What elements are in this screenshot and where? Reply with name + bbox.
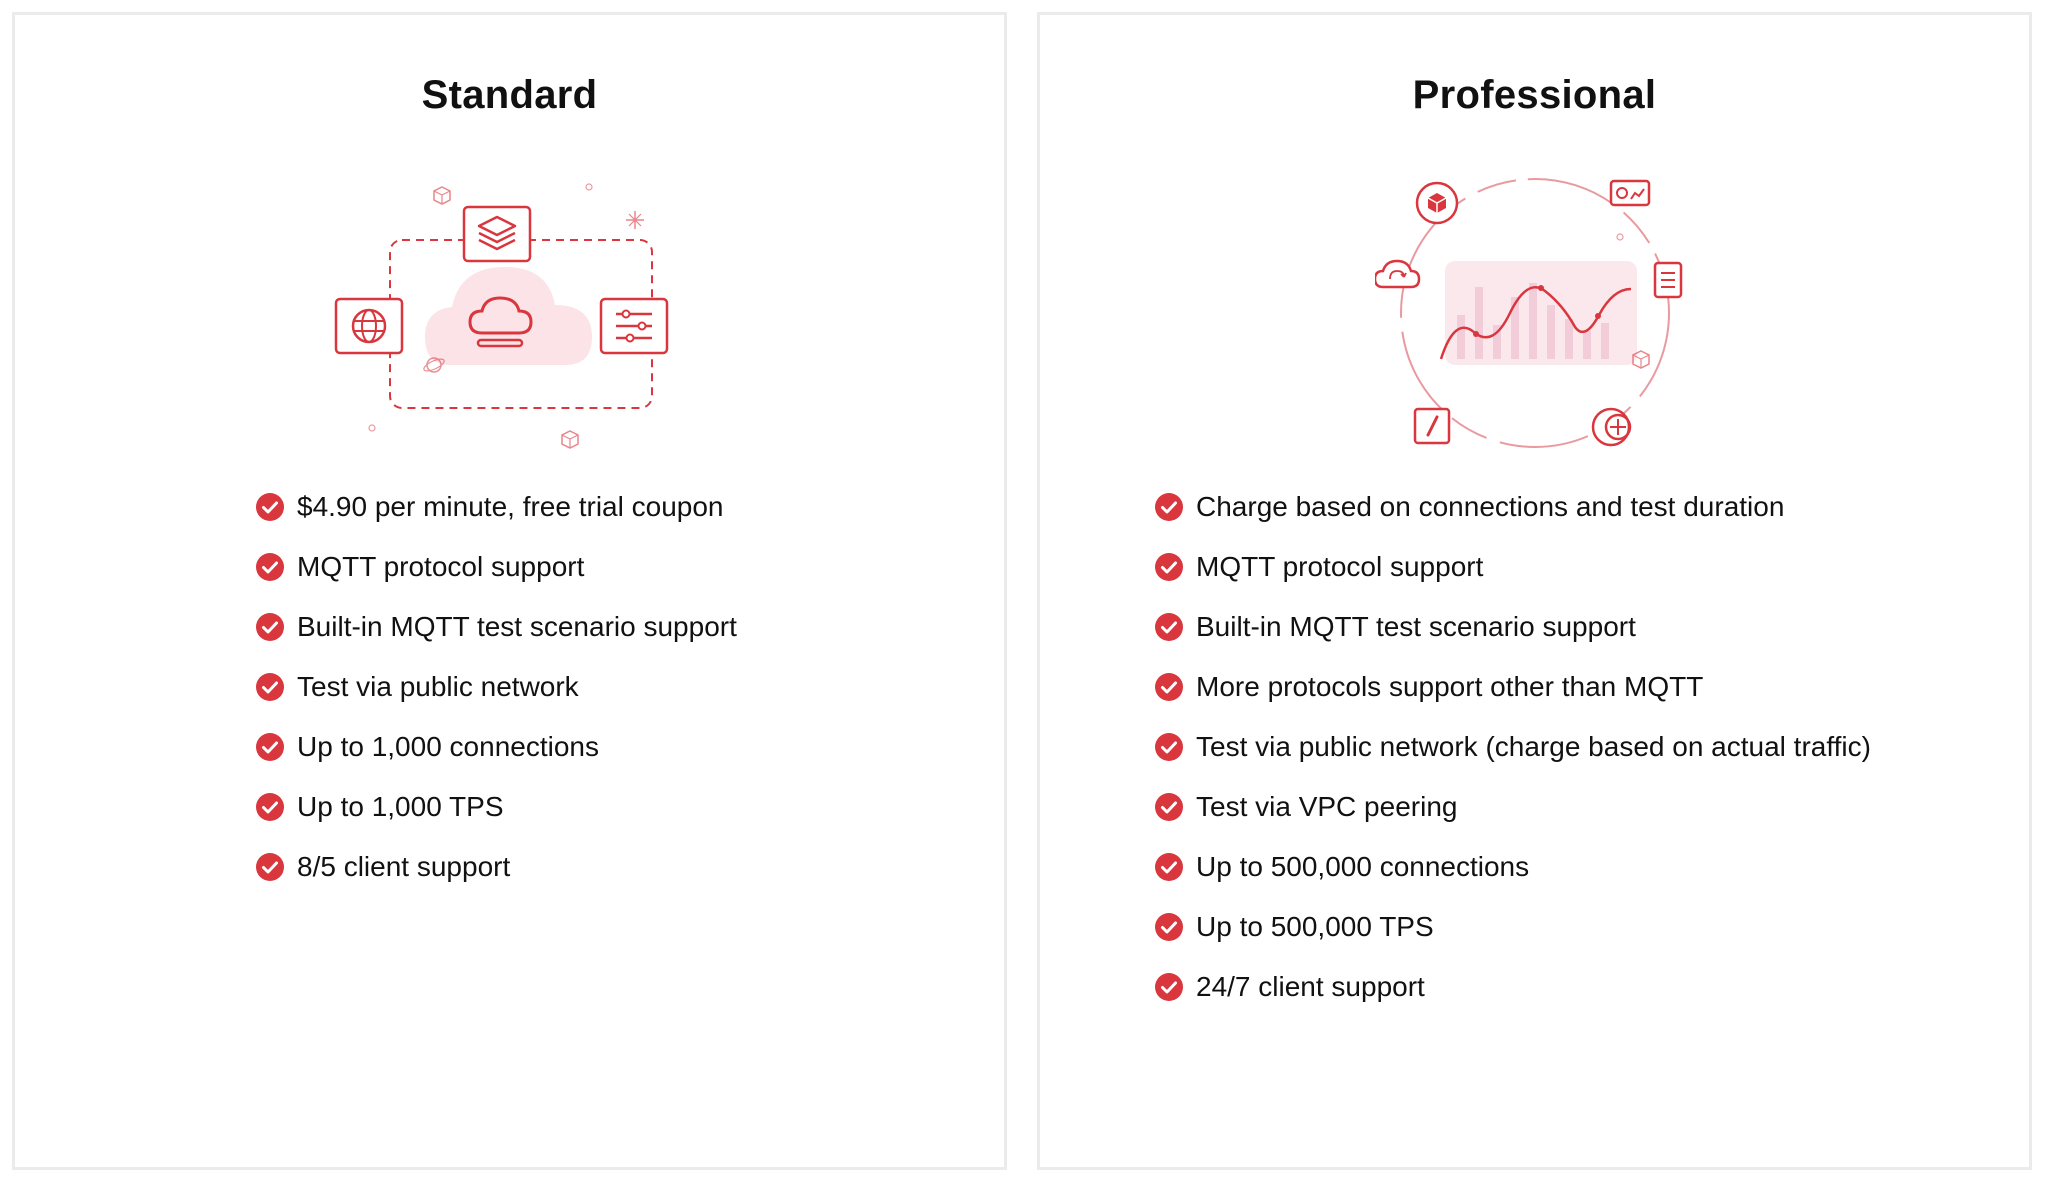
check-circle-icon xyxy=(1154,732,1184,762)
feature-item xyxy=(255,657,737,717)
feature-item xyxy=(1154,897,1871,957)
feature-item xyxy=(255,597,737,657)
feature-text: MQTT protocol support xyxy=(297,551,585,582)
feature-text: Up to 1,000 connections xyxy=(297,731,599,762)
feature-item xyxy=(1154,597,1871,657)
feature-text: 8/5 client support xyxy=(297,851,511,882)
check-circle-icon xyxy=(255,672,285,702)
check-circle-icon xyxy=(1154,852,1184,882)
feature-text: $4.90 per minute, free trial coupon xyxy=(297,491,724,522)
cloud-network-illustration xyxy=(330,165,690,470)
feature-item xyxy=(255,777,737,837)
check-circle-icon xyxy=(255,552,285,582)
check-circle-icon xyxy=(255,852,285,882)
layers-icon xyxy=(464,207,530,261)
feature-item xyxy=(255,537,737,597)
sliders-icon xyxy=(601,299,667,353)
check-circle-icon xyxy=(1154,972,1184,1002)
feature-text: 24/7 client support xyxy=(1196,971,1425,1002)
decor-cube-icon xyxy=(434,187,450,204)
feature-text: Up to 500,000 TPS xyxy=(1196,911,1434,942)
feature-item xyxy=(1154,957,1871,1017)
professional-plan-card xyxy=(1037,12,2032,1170)
standard-plan-card xyxy=(12,12,1007,1170)
check-circle-icon xyxy=(1154,672,1184,702)
plan-title-professional: Professional xyxy=(1412,73,1657,117)
feature-text: Test via public network (charge based on actual traffic) xyxy=(1196,731,1871,762)
check-circle-icon xyxy=(1154,492,1184,522)
decor-cube-icon xyxy=(562,431,578,448)
globe-icon xyxy=(336,299,402,353)
check-circle-icon xyxy=(1154,792,1184,822)
plan-title-standard: Standard xyxy=(421,73,598,117)
feature-item xyxy=(1154,657,1871,717)
feature-item xyxy=(255,477,737,537)
feature-item xyxy=(255,837,737,897)
pen-icon xyxy=(1415,409,1449,443)
feature-item xyxy=(1154,717,1871,777)
feature-text: More protocols support other than MQTT xyxy=(1196,671,1704,702)
feature-item xyxy=(255,717,737,777)
check-circle-icon xyxy=(1154,912,1184,942)
feature-text: Charge based on connections and test duration xyxy=(1196,491,1785,522)
dashboard-icon xyxy=(1611,181,1649,205)
feature-text: Test via public network xyxy=(297,671,579,702)
document-icon xyxy=(1655,263,1681,297)
check-circle-icon xyxy=(255,792,285,822)
check-circle-icon xyxy=(255,732,285,762)
feature-text: Up to 1,000 TPS xyxy=(297,791,504,822)
analytics-orbit-illustration xyxy=(1375,165,1695,470)
decor-spark-icon xyxy=(626,211,644,229)
feature-text: MQTT protocol support xyxy=(1196,551,1484,582)
feature-item xyxy=(1154,777,1871,837)
professional-feature-list xyxy=(1154,477,1871,1017)
feature-item xyxy=(1154,837,1871,897)
check-circle-icon xyxy=(1154,612,1184,642)
cloud-sync-icon xyxy=(1375,261,1419,287)
package-icon xyxy=(1417,183,1457,223)
feature-item xyxy=(1154,537,1871,597)
feature-text: Test via VPC peering xyxy=(1196,791,1458,822)
standard-feature-list xyxy=(255,477,737,897)
feature-text: Built-in MQTT test scenario support xyxy=(1196,611,1636,642)
feature-item xyxy=(1154,477,1871,537)
feature-text: Up to 500,000 connections xyxy=(1196,851,1530,882)
check-circle-icon xyxy=(255,612,285,642)
target-icon xyxy=(1593,409,1630,445)
check-circle-icon xyxy=(1154,552,1184,582)
check-circle-icon xyxy=(255,492,285,522)
feature-text: Built-in MQTT test scenario support xyxy=(297,611,737,642)
